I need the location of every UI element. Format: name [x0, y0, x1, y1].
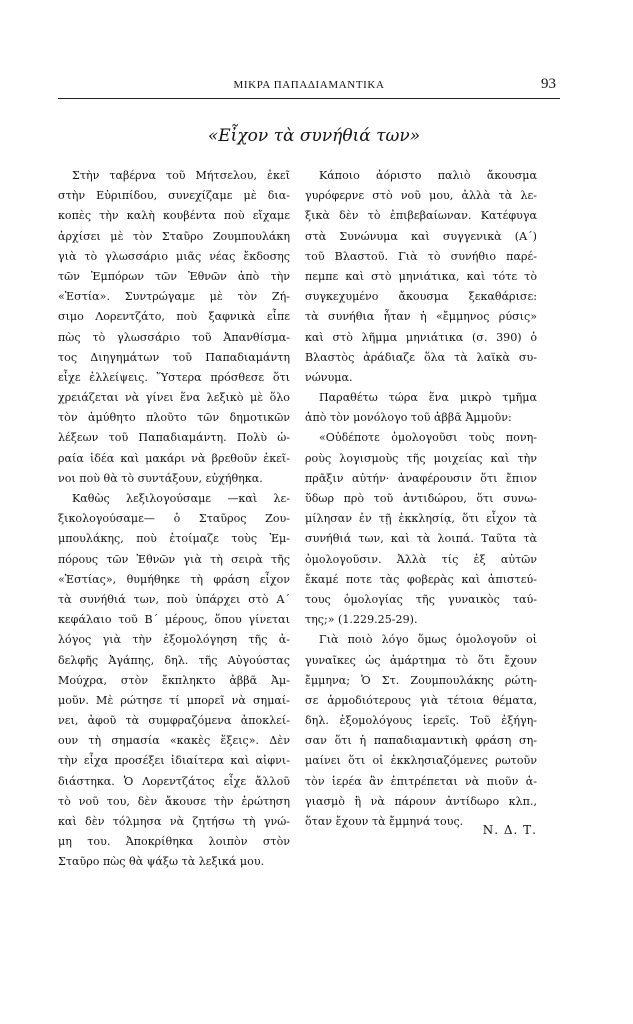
text-line: «Ἑστίας», θυμήθηκε τὴ φράση εἶχον — [58, 572, 290, 586]
text-line: της;» (1.229.25-29). — [305, 613, 418, 627]
text-line: δελφῆς Ἀγάπης, δηλ. τῆς Αὐγούστας — [58, 653, 290, 667]
text-line: μοῦν. Μὲ ρώτησε τί μπορεῖ νὰ σημαί- — [58, 693, 290, 707]
text-line: Κάποιο ἀόριστο παλιὸ ἄκουσμα — [319, 169, 537, 182]
text-line: συγκεχυμένο ἄκουσμα ξεκαθάρισε: — [305, 290, 537, 304]
text-line: ἔμμηνα; Ὁ Στ. Ζουμπουλάκης ρώτη- — [305, 673, 537, 687]
author-initials: Ν. Δ. Τ. — [482, 823, 537, 837]
text-line: ξικὰ δὲν τὸ ἐπιβεβαίωναν. Κατέφυγα — [305, 209, 537, 223]
text-line: μη του. Ἀποκρίθηκα λοιπὸν στὸν — [58, 835, 290, 849]
text-line: τους ὁμολογίας τῆς γυναικὸς ταύ- — [305, 592, 537, 606]
text-line: «Ἑστία». Συντρώγαμε μὲ τὸν Ζή- — [58, 290, 290, 304]
text-line: τοῦ Βλαστοῦ. Γιὰ τὸ συνήθιο παρέ- — [305, 249, 537, 263]
text-line: λέξεων τοῦ Παπαδιαμάντη. Πολὺ ὡ- — [58, 431, 290, 445]
text-line: Καθὼς λεξιλογούσαμε —καὶ λε- — [72, 492, 290, 505]
text-line: χρειάζεται νὰ γίνει ἕνα λεξικὸ μὲ ὅλο — [58, 391, 290, 405]
text-line: Στὴν ταβέρνα τοῦ Μήτσελου, ἐκεῖ — [72, 169, 290, 182]
text-line: τὰ συνήθιά των, ποὺ ὑπάρχει στὸ Α΄ — [58, 592, 290, 606]
text-line: ουν τὴ σημασία «κακὲς ἕξεις». Δὲν — [58, 734, 290, 748]
text-line: μπουλάκης, ποὺ ἑτοίμαζε τοὺς Ἐμ- — [58, 532, 290, 546]
text-line: τῶν Ἐμπόρων τῶν Ἐθνῶν ἀπὸ τὴν — [58, 269, 290, 283]
text-line: δηλ. ἐξομολόγους ἱερεῖς. Τοῦ ἐξήγη- — [305, 714, 537, 728]
text-line: Γιὰ ποιὸ λόγο ὅμως ὁμολογοῦν οἱ — [319, 633, 537, 647]
text-line: ἀπὸ τὸν μονόλογο τοῦ ἀββᾶ Ἀμμοῦν: — [305, 411, 512, 425]
text-line: γυναῖκες ὡς ἁμάρτημα τὸ ὅτι ἔχουν — [305, 653, 537, 667]
text-line: τὸν ἀμύθητο πλοῦτο τῶν δημοτικῶν — [58, 411, 290, 425]
article-title: «Εἶχον τὰ συνήθιά των» — [207, 126, 421, 146]
text-line: νοι ποὺ θὰ τὸ συντάξουν, εὐχήθηκα. — [58, 471, 263, 485]
text-line: λόγος γιὰ τὴν ἐξομολόγηση τῆς ἀ- — [58, 633, 290, 647]
text-line: σαν ὅτι ἡ παπαδιαμαντικὴ φράση ση- — [305, 734, 537, 748]
text-line: εἶχε ἐλλείψεις. Ὕστερα πρόσθεσε ὅτι — [58, 370, 290, 384]
text-line: ξικολογούσαμε— ὁ Σταῦρος Ζου- — [58, 512, 290, 526]
text-line: καὶ δὲν τόλμησα νὰ ζητήσω τὴ γνώ- — [58, 815, 290, 828]
text-line: πὼς τὸ γλωσσάριο τοῦ Ἀπανθίσμα- — [58, 330, 290, 344]
text-line: πεμπε καὶ στὸ μηνιάτικα, καὶ τότε τὸ — [305, 269, 537, 283]
text-line: κεφάλαιο τοῦ Β΄ μέρους, ὅπου γίνεται — [58, 613, 290, 627]
text-line: Σταῦρο πὼς θὰ ψάξω τὰ λεξικά μου. — [58, 855, 265, 869]
text-line: τὸ νοῦ του, δὲν ἄκουσε τὴν ἐρώτηση — [58, 794, 290, 808]
text-line: κοπὲς τὴν καλὴ κουβέντα ποὺ εἴχαμε — [58, 209, 290, 223]
text-line: ροὺς λογισμοὺς τῆς μοιχείας καὶ τὴν — [305, 451, 537, 465]
text-line: γυρόφερνε στὸ νοῦ μου, ἀλλὰ τὰ λε- — [305, 189, 537, 203]
text-line: συνήθιά των, καὶ τὰ λοιπά. Ταῦτα τὰ — [305, 532, 537, 546]
text-line: πρᾶξιν αὐτήν· ἀναφέρουσιν ὅτι ἔπιον — [305, 471, 537, 485]
text-line: ἔκαμέ ποτε τὰς φοβερὰς καὶ ἀπιστεύ- — [305, 572, 537, 586]
text-line: στὴν Εὐριπίδου, συνεχίζαμε μὲ δια- — [58, 189, 290, 203]
text-line: ὅταν ἔχουν τὰ ἔμμηνά τους. — [305, 815, 464, 828]
text-line: νει, ἀφοῦ τὰ συμφραζόμενα ἀποκλεί- — [58, 714, 290, 728]
text-line: σιμο Λορεντζάτο, ποὺ ξαφνικὰ εἶπε — [58, 310, 290, 324]
text-line: τος Διηγημάτων τοῦ Παπαδιαμάντη — [58, 350, 290, 364]
text-line: ὁμολογοῦσιν. Ἀλλὰ τίς ἐξ αὐτῶν — [305, 552, 537, 566]
text-line: τὴν εἶχα προσέξει ἰδιαίτερα καὶ αἰφνι- — [58, 754, 290, 768]
text-line: σε ἁρμοδιότερους γιὰ τέτοια θέματα, — [305, 693, 537, 707]
text-line: ἀρχίσει μὲ τὸν Σταῦρο Ζουμπουλάκη — [58, 229, 290, 243]
text-line: στὰ Συνώνυμα καὶ συγγενικὰ (Α΄) — [305, 229, 537, 243]
text-line: μίλησαν ἐν τῇ ἐκκλησίᾳ, ὅτι εἶχον τὰ — [305, 512, 537, 526]
text-line: «Οὐδέποτε ὁμολογοῦσι τοὺς πονη- — [319, 431, 537, 445]
text-line: τὰ συνήθια ἦταν ἡ «ἔμμηνος ρύσις» — [305, 310, 537, 324]
text-line: καὶ στὸ λῆμμα μηνιάτικα (σ. 390) ὁ — [305, 330, 537, 344]
running-head: ΜΙΚΡΑ ΠΑΠΑΔΙΑΜΑΝΤΙΚΑ — [233, 79, 385, 91]
text-line: Βλαστὸς ἀράδιαζε ὅλα τὰ λαϊκὰ συ- — [305, 350, 537, 364]
text-line: νώνυμα. — [305, 370, 353, 384]
right-column — [305, 166, 537, 832]
text-line: γιασμὸ ἢ νὰ πάρουν ἀντίδωρο κλπ., — [305, 794, 537, 808]
text-line: ὕδωρ πρὸ τοῦ ἀντιδώρου, ὅτι συνω- — [305, 492, 537, 505]
text-line: μαίνει ὅτι οἱ ἐκκλησιαζόμενες ρωτοῦν — [305, 754, 537, 768]
text-line: διάστηκα. Ὁ Λορεντζάτος εἶχε ἄλλοῦ — [58, 774, 290, 788]
text-line: τὸν ἱερέα ἂν ἐπιτρέπεται νὰ πιοῦν ἁ- — [305, 774, 537, 788]
text-line: ραία ἰδέα καὶ μακάρι νὰ βρεθοῦν ἐκεῖ- — [58, 451, 290, 465]
left-column — [58, 166, 290, 873]
text-line: Παραθέτω τώρα ἕνα μικρὸ τμῆμα — [319, 391, 537, 405]
text-line: πόρους τῶν Ἐθνῶν γιὰ τὴ σειρὰ τῆς — [58, 552, 290, 566]
page-number: 93 — [541, 76, 556, 92]
text-line: Μούχρα, στὸν ἔκπληκτο ἀββᾶ Ἀμ- — [58, 673, 290, 687]
page-header — [58, 76, 560, 99]
text-line: γιὰ τὸ γλωσσάριο μιᾶς νέας ἔκδοσης — [58, 249, 290, 263]
